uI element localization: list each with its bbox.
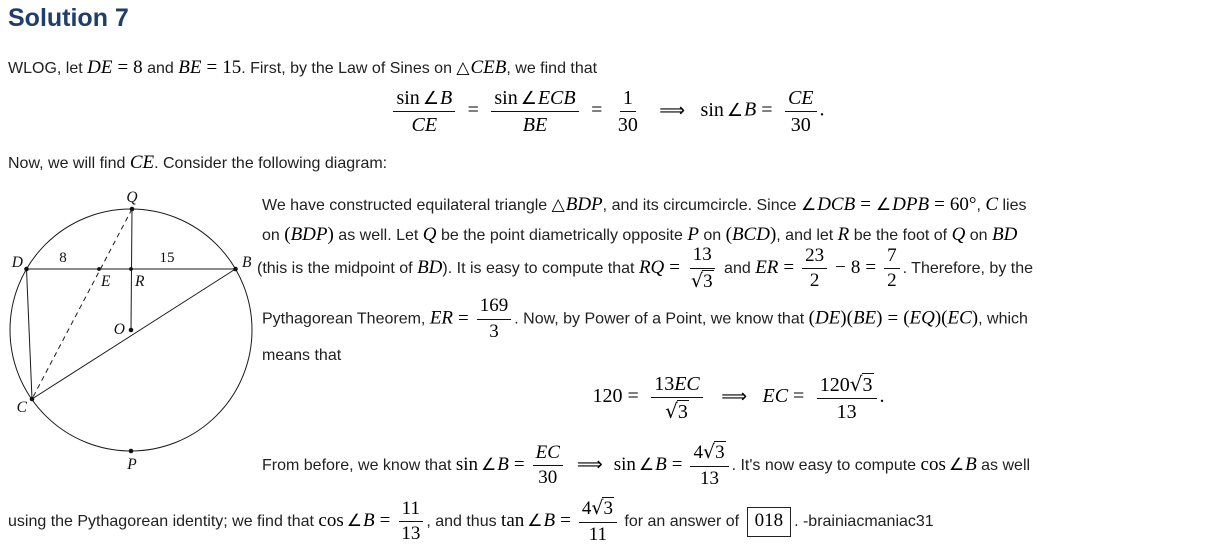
label-C: C bbox=[16, 399, 27, 416]
text-line-6 bbox=[262, 441, 1030, 491]
math-var: BD bbox=[417, 257, 443, 279]
radicand: 3 bbox=[862, 374, 873, 396]
fraction bbox=[688, 244, 717, 294]
fraction bbox=[393, 86, 455, 137]
math-var: CE bbox=[411, 114, 438, 136]
text-run: , and let bbox=[776, 227, 838, 244]
angle-symbol: ∠ bbox=[527, 511, 543, 532]
math-num: 8 bbox=[133, 57, 143, 78]
text-run: as well. Let bbox=[333, 227, 423, 244]
text-run: , and thus bbox=[426, 513, 502, 531]
math-op: = bbox=[591, 98, 603, 121]
numerator: 13 bbox=[690, 244, 715, 269]
text-run: . First, by the Law of Sines on bbox=[241, 60, 457, 77]
label-O: O bbox=[113, 321, 125, 338]
text-run: , and its circumcircle. Since bbox=[602, 197, 801, 214]
text-run: (this is the midpoint of bbox=[257, 260, 418, 278]
math-var: ER bbox=[755, 257, 779, 279]
math-op: = bbox=[865, 257, 877, 279]
math-var: EC bbox=[762, 385, 789, 408]
math-var: P bbox=[687, 224, 699, 245]
math-var: B bbox=[439, 87, 453, 109]
text-run: as well bbox=[976, 457, 1031, 475]
fraction bbox=[884, 245, 900, 294]
point-dot-E bbox=[97, 267, 101, 271]
numerator: 1 bbox=[620, 86, 636, 112]
text-line-5 bbox=[262, 343, 341, 369]
numerator: 11 bbox=[399, 498, 423, 523]
math-paren: ( bbox=[903, 307, 910, 329]
math-var: CE bbox=[129, 152, 155, 173]
math-op: = bbox=[783, 257, 795, 279]
denominator: 13 bbox=[401, 523, 421, 545]
section-heading: Solution 7 bbox=[8, 4, 129, 32]
point-dot-O bbox=[129, 328, 134, 333]
display-formula-law-of-sines bbox=[0, 86, 1215, 137]
math-paren: ) bbox=[971, 307, 979, 329]
math-op: = bbox=[669, 257, 680, 279]
math-var: Q bbox=[422, 224, 437, 245]
fraction bbox=[690, 441, 728, 491]
text-run: Pythagorean Theorem, bbox=[262, 310, 430, 328]
triangle-symbol: △ bbox=[551, 195, 565, 215]
denominator: 11 bbox=[588, 523, 608, 545]
implies-arrow: ⟹ bbox=[659, 99, 686, 121]
text-run: . Therefore, by the bbox=[902, 260, 1034, 278]
denominator: 13 bbox=[836, 401, 857, 423]
denominator bbox=[409, 112, 441, 137]
label-R: R bbox=[135, 273, 145, 290]
angle-symbol: ∠ bbox=[481, 455, 497, 476]
numerator bbox=[393, 86, 455, 112]
math-op: = bbox=[467, 98, 479, 121]
numerator: 7 bbox=[884, 245, 900, 270]
math-var: RQ bbox=[638, 257, 665, 279]
numerator bbox=[651, 372, 703, 398]
math-var: DE bbox=[87, 57, 113, 78]
math-op: = bbox=[513, 454, 525, 476]
implies-arrow: ⟹ bbox=[576, 454, 603, 476]
label-E: E bbox=[101, 273, 111, 290]
text-run: , bbox=[976, 197, 986, 214]
text-run: We have constructed equilateral triangle bbox=[262, 197, 552, 214]
math-var: Q bbox=[951, 224, 966, 245]
math-op: = bbox=[761, 98, 773, 121]
math-function: sin bbox=[494, 87, 518, 109]
implies-arrow: ⟹ bbox=[721, 386, 748, 408]
math-punct: . bbox=[819, 98, 825, 121]
numerator: 23 bbox=[802, 245, 827, 270]
text-run: on bbox=[262, 227, 285, 244]
angle-symbol: ∠ bbox=[800, 195, 817, 215]
boxed-answer: 018 bbox=[747, 507, 792, 537]
text-run: Now, we will find bbox=[8, 155, 130, 172]
text-run: . It's now easy to compute bbox=[731, 457, 921, 475]
signature: . -brainiacmaniac31 bbox=[794, 513, 934, 531]
text-run: . Now, by Power of a Point, we know that bbox=[514, 310, 809, 328]
denominator bbox=[520, 112, 550, 137]
numerator bbox=[785, 86, 817, 112]
text-run: . Consider the following diagram: bbox=[154, 155, 388, 172]
radicand: 3 bbox=[677, 401, 688, 423]
math-paren: )( bbox=[934, 307, 948, 329]
math-paren: ( bbox=[808, 307, 815, 329]
math-var: ECB bbox=[537, 87, 576, 109]
text-line-4 bbox=[262, 295, 1028, 344]
math-num: 4 bbox=[581, 498, 592, 519]
math-op: = bbox=[671, 454, 683, 476]
math-var: BDP bbox=[290, 224, 328, 245]
paragraph-intro bbox=[8, 55, 597, 82]
math-function: sin bbox=[455, 454, 479, 476]
math-var: B bbox=[363, 510, 375, 532]
paragraph-diagram-intro bbox=[8, 150, 387, 177]
fraction bbox=[651, 372, 703, 424]
math-function: cos bbox=[318, 510, 344, 532]
text-run: From before, we know that bbox=[262, 457, 456, 475]
text-run: for an answer of bbox=[619, 513, 744, 531]
text-run: on bbox=[698, 227, 726, 244]
sqrt-symbol: √ bbox=[690, 269, 704, 292]
fraction bbox=[533, 442, 563, 491]
math-num: 15 bbox=[222, 57, 242, 78]
math-paren: ) bbox=[327, 224, 334, 245]
text-run: and bbox=[719, 260, 756, 278]
text-run: lies bbox=[998, 197, 1027, 214]
sqrt-symbol: √ bbox=[849, 372, 863, 396]
denominator: 2 bbox=[887, 270, 897, 292]
label-D: D bbox=[11, 254, 23, 271]
text-line-3 bbox=[257, 244, 1033, 294]
point-dot-B bbox=[233, 267, 238, 272]
math-var: BE bbox=[178, 57, 202, 78]
denominator: 30 bbox=[538, 467, 558, 489]
math-var: BE bbox=[852, 307, 877, 329]
math-op: = bbox=[887, 307, 899, 329]
math-var: ER bbox=[429, 307, 454, 329]
numerator bbox=[690, 441, 728, 467]
fraction bbox=[491, 86, 578, 137]
math-var: EQ bbox=[909, 307, 935, 329]
text-run: be the point diametrically opposite bbox=[436, 227, 688, 244]
denominator bbox=[688, 269, 717, 294]
text-line-1 bbox=[262, 192, 1026, 219]
math-var: EC bbox=[674, 373, 700, 395]
point-dot-C bbox=[30, 397, 35, 402]
math-var: C bbox=[985, 194, 999, 215]
math-var: B bbox=[744, 98, 757, 121]
numerator: 169 bbox=[477, 295, 512, 320]
fraction bbox=[477, 295, 512, 344]
point-dot-R bbox=[129, 267, 133, 271]
fraction bbox=[398, 498, 423, 547]
math-punct: . bbox=[879, 385, 885, 408]
sqrt-symbol: √ bbox=[702, 441, 716, 463]
math-op: = bbox=[860, 194, 871, 215]
math-var: EC bbox=[535, 441, 560, 463]
math-function: sin bbox=[700, 98, 724, 121]
text-run: means that bbox=[262, 347, 342, 364]
label-P: P bbox=[127, 456, 137, 473]
numerator bbox=[579, 497, 617, 523]
math-function: sin bbox=[396, 87, 420, 109]
angle-symbol: ∠ bbox=[346, 511, 362, 532]
segment-DC bbox=[27, 269, 33, 399]
angle-symbol: ∠ bbox=[638, 455, 655, 476]
math-paren: ( bbox=[284, 224, 291, 245]
math-function: tan bbox=[501, 510, 525, 532]
angle-symbol: ∠ bbox=[422, 88, 439, 109]
display-formula-power-of-point bbox=[262, 372, 1215, 424]
dashed-segment-QC bbox=[32, 209, 132, 399]
sqrt-symbol: √ bbox=[665, 399, 678, 423]
math-op: = bbox=[793, 385, 805, 408]
math-num: 4 bbox=[693, 442, 703, 463]
math-num: 8 bbox=[850, 257, 861, 279]
denominator: 13 bbox=[700, 467, 720, 489]
math-num: 60° bbox=[949, 194, 977, 215]
math-op: = bbox=[627, 385, 639, 408]
math-var: DE bbox=[814, 307, 841, 329]
math-op: = bbox=[560, 510, 571, 532]
denominator bbox=[662, 398, 692, 424]
math-op: = bbox=[206, 57, 218, 78]
text-run: using the Pythagorean identity; we find that bbox=[8, 513, 319, 531]
point-dot-P bbox=[129, 449, 134, 454]
math-var: BD bbox=[991, 224, 1018, 245]
text-line-final bbox=[8, 497, 934, 547]
numerator bbox=[533, 442, 563, 467]
fraction bbox=[785, 86, 817, 137]
math-var: B bbox=[655, 454, 667, 476]
triangle-symbol: △ bbox=[456, 58, 470, 78]
math-var: DPB bbox=[892, 194, 930, 215]
math-var: BDP bbox=[565, 194, 603, 215]
point-dot-Q bbox=[130, 207, 135, 212]
denominator: 3 bbox=[489, 320, 499, 342]
text-run: , we find that bbox=[506, 60, 598, 77]
radicand: 3 bbox=[603, 498, 613, 519]
math-var: B bbox=[497, 454, 509, 476]
radicand: 3 bbox=[703, 270, 713, 292]
text-run: ). It is easy to compute that bbox=[442, 260, 639, 278]
label-length-8: 8 bbox=[59, 250, 67, 266]
math-var: EC bbox=[947, 307, 972, 329]
math-var: B bbox=[543, 510, 556, 532]
fraction bbox=[817, 372, 877, 424]
denominator: 2 bbox=[809, 270, 820, 292]
fraction bbox=[615, 86, 641, 137]
angle-symbol: ∠ bbox=[948, 455, 965, 476]
math-var: BE bbox=[522, 114, 548, 136]
math-function: sin bbox=[613, 454, 636, 476]
label-Q: Q bbox=[126, 189, 138, 206]
math-var: B bbox=[965, 454, 977, 476]
math-op: = bbox=[458, 307, 469, 329]
math-var: CEB bbox=[470, 57, 507, 78]
segment-CB bbox=[32, 269, 236, 399]
math-function: cos bbox=[920, 454, 946, 476]
math-var: BCD bbox=[731, 224, 770, 245]
math-op: − bbox=[835, 257, 846, 279]
label-B: B bbox=[242, 254, 252, 271]
math-paren: )( bbox=[840, 307, 853, 329]
sqrt-symbol: √ bbox=[591, 497, 604, 519]
angle-symbol: ∠ bbox=[726, 99, 744, 121]
text-run: on bbox=[965, 227, 992, 244]
math-op: = bbox=[934, 194, 945, 215]
denominator: 30 bbox=[617, 114, 638, 136]
denominator: 30 bbox=[790, 114, 811, 136]
math-op: = bbox=[117, 57, 129, 78]
geometry-diagram bbox=[5, 186, 257, 474]
math-paren: ) bbox=[876, 307, 883, 329]
math-paren: ( bbox=[725, 224, 732, 245]
text-run: be the foot of bbox=[849, 227, 952, 244]
math-num: 120 bbox=[592, 385, 623, 408]
angle-symbol: ∠ bbox=[875, 195, 892, 215]
fraction bbox=[802, 245, 827, 294]
angle-symbol: ∠ bbox=[520, 88, 537, 109]
text-run: WLOG, let bbox=[8, 60, 88, 77]
math-var: R bbox=[837, 224, 850, 245]
text-run: , which bbox=[978, 310, 1028, 328]
text-run: and bbox=[142, 60, 179, 77]
math-num: 120 bbox=[819, 374, 850, 396]
radicand: 3 bbox=[715, 442, 725, 463]
math-num: 13 bbox=[654, 373, 675, 395]
label-length-15: 15 bbox=[159, 250, 175, 266]
numerator bbox=[491, 86, 578, 112]
math-var: DCB bbox=[817, 194, 856, 215]
math-paren: ) bbox=[769, 224, 777, 245]
fraction bbox=[579, 497, 617, 547]
math-op: = bbox=[379, 510, 391, 532]
math-var: CE bbox=[787, 87, 814, 109]
point-dot-D bbox=[24, 267, 29, 272]
numerator bbox=[817, 372, 877, 399]
